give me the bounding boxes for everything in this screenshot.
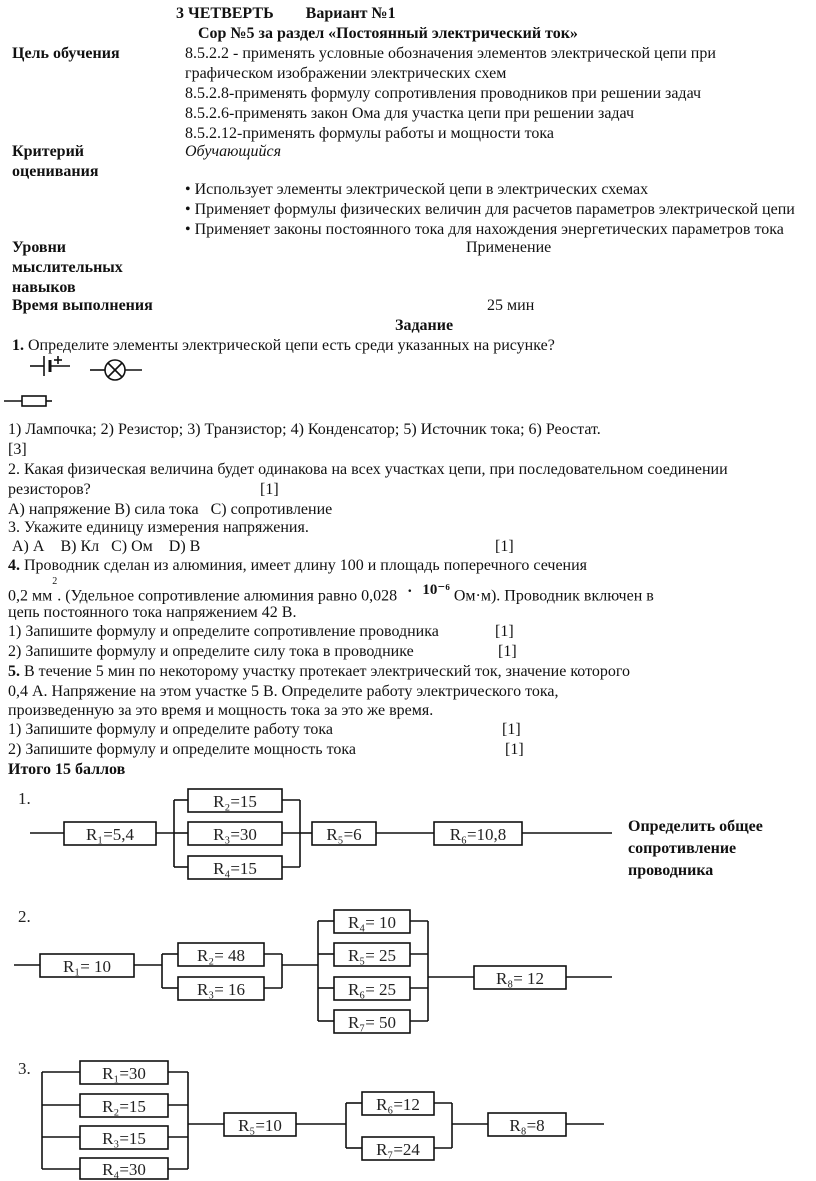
resistor-label: R₈=8 — [509, 1116, 545, 1135]
question-4-text: Проводник сделан из алюминия, имеет длину 100 и площадь поперечного сечения — [20, 557, 588, 574]
circuit-diagrams — [0, 780, 816, 1181]
levels-value: Применение — [466, 239, 552, 256]
resistor-label: R₂=15 — [213, 792, 257, 811]
question-4 — [8, 556, 587, 576]
question-5-line: произведенную за это время и мощность тока за это же время. — [8, 702, 434, 719]
criteria-intro: Обучающийся — [185, 143, 282, 160]
question-1-text: Определите элементы электрической цепи есть среди указанных на рисунке? — [24, 337, 555, 354]
goal-item: 8.5.2.12-применять формулы работы и мощности тока — [185, 125, 554, 142]
levels-label: навыков — [12, 279, 76, 296]
goal-item: 8.5.2.2 - применять условные обозначения элементов электрической цепи при — [185, 45, 716, 62]
circuit-instruction: Определить общее — [628, 818, 763, 835]
question-4-sub-1-score: [1] — [495, 623, 514, 640]
lamp-symbol — [90, 360, 142, 380]
question-3-options: А) А В) Кл С) Ом D) В — [8, 538, 201, 555]
resistor-label: R₁= 10 — [62, 957, 112, 976]
resistor-label: R₇= 50 — [347, 1013, 397, 1032]
header-line-2: Сор №5 за раздел «Постоянный электрический ток» — [198, 25, 578, 42]
resistor-label: R₁=30 — [102, 1064, 146, 1083]
resistor-label: R₃=30 — [213, 825, 257, 844]
circuit-symbols — [0, 350, 180, 410]
resistor-label: R₆=12 — [376, 1095, 420, 1114]
time-value: 25 мин — [487, 297, 535, 314]
goal-item: графическом изображении электрических схем — [185, 65, 507, 82]
question-5-sub-2-score: [1] — [505, 741, 524, 758]
criteria-item: • Применяет формулы физических величин для расчетов параметров электрической цепи — [185, 201, 795, 218]
circuit-3-number: 3. — [18, 1059, 31, 1078]
question-4-sub-2: 2) Запишите формулу и определите силу тока в проводнике — [8, 643, 414, 660]
resistor-label: R₈= 12 — [495, 969, 545, 988]
resistor-label: R₃= 16 — [196, 980, 246, 999]
question-4-line-3: цепь постоянного тока напряжением 42 В. — [8, 604, 297, 621]
resistor-label: R₅=10 — [238, 1116, 282, 1135]
circuit-instruction: сопротивление — [628, 840, 737, 857]
circuit-1-number: 1. — [18, 789, 31, 808]
question-3-line: 3. Укажите единицу измерения напряжения. — [8, 519, 309, 536]
question-2-options: А) напряжение В) сила тока С) сопротивление — [8, 501, 333, 518]
question-4-sub-2-score: [1] — [498, 643, 517, 660]
resistor-label: R₂=15 — [102, 1097, 146, 1116]
levels-label: мыслительных — [12, 259, 123, 276]
circuit-2-number: 2. — [18, 907, 31, 926]
question-5-line: 0,4 А. Напряжение на этом участке 5 В. Определите работу электрического тока, — [8, 683, 559, 700]
criteria-item: • Использует элементы электрической цепи в электрических схемах — [185, 181, 649, 198]
criteria-label: Критерий — [12, 143, 85, 160]
question-5-sub-1-score: [1] — [502, 721, 521, 738]
question-1-score: [3] — [8, 441, 27, 458]
resistor-label: R₄=15 — [213, 859, 257, 878]
question-2-score: [1] — [260, 481, 279, 498]
question-5-sub-2: 2) Запишите формулу и определите мощность тока — [8, 741, 356, 758]
criteria-item: • Применяет законы постоянного тока для нахождения энергетических параметров тока — [185, 221, 784, 238]
goal-item: 8.5.2.8-применять формулу сопротивления проводников при решении задач — [185, 85, 702, 102]
task-heading: Задание — [395, 317, 454, 334]
question-4-number: 4. — [8, 557, 20, 574]
goal-label: Цель обучения — [12, 45, 120, 62]
header-line-1: 3 ЧЕТВЕРТЬ Вариант №1 — [176, 5, 396, 22]
question-4-line-2: 0,2 $мм^2$. (Удельное сопротивление алюминия равно 0,028 · 10⁻⁶ Ом·м). Проводник включен в — [8, 576, 654, 605]
resistor-label: R₂= 48 — [196, 946, 246, 965]
total-score: Итого 15 баллов — [8, 761, 126, 778]
goal-item: 8.5.2.6-применять закон Ома для участка цепи при решении задач — [185, 105, 635, 122]
resistor-label: R₇=24 — [376, 1140, 420, 1159]
question-1-number: 1. — [12, 337, 24, 354]
question-5 — [8, 662, 630, 682]
time-label: Время выполнения — [12, 297, 153, 314]
resistor-label: R₆=10,8 — [449, 825, 507, 844]
question-5-text: В течение 5 мин по некоторому участку протекает электрический ток, значение которого — [20, 663, 631, 680]
question-3-score: [1] — [495, 538, 514, 555]
multiply-dot: · — [407, 583, 413, 601]
question-5-number: 5. — [8, 663, 20, 680]
question-2-line: 2. Какая физическая величина будет одинакова на всех участках цепи, при последовательном соединении — [8, 461, 728, 478]
question-5-sub-1: 1) Запишите формулу и определите работу тока — [8, 721, 333, 738]
battery-symbol — [30, 356, 70, 376]
question-1-options: 1) Лампочка; 2) Резистор; 3) Транзистор; 4) Конденсатор; 5) Источник тока; 6) Реостат. — [8, 421, 601, 438]
resistor-symbol — [4, 396, 52, 406]
circuit-instruction: проводника — [628, 862, 714, 879]
power-of-ten: 10⁻⁶ — [422, 582, 450, 599]
resistor-label: R₄= 10 — [347, 913, 397, 932]
levels-label: Уровни — [12, 239, 67, 256]
resistor-label: R₅= 25 — [347, 946, 397, 965]
question-4-sub-1: 1) Запишите формулу и определите сопротивление проводника — [8, 623, 439, 640]
resistor-label: R₅=6 — [326, 825, 362, 844]
criteria-label: оценивания — [12, 163, 99, 180]
resistor-label: R₄=30 — [102, 1160, 146, 1179]
resistor-label: R₆= 25 — [347, 980, 397, 999]
resistor-label: R₁=5,4 — [85, 825, 135, 844]
resistor-label: R₃=15 — [102, 1129, 146, 1148]
question-2-line: резисторов? — [8, 481, 91, 498]
